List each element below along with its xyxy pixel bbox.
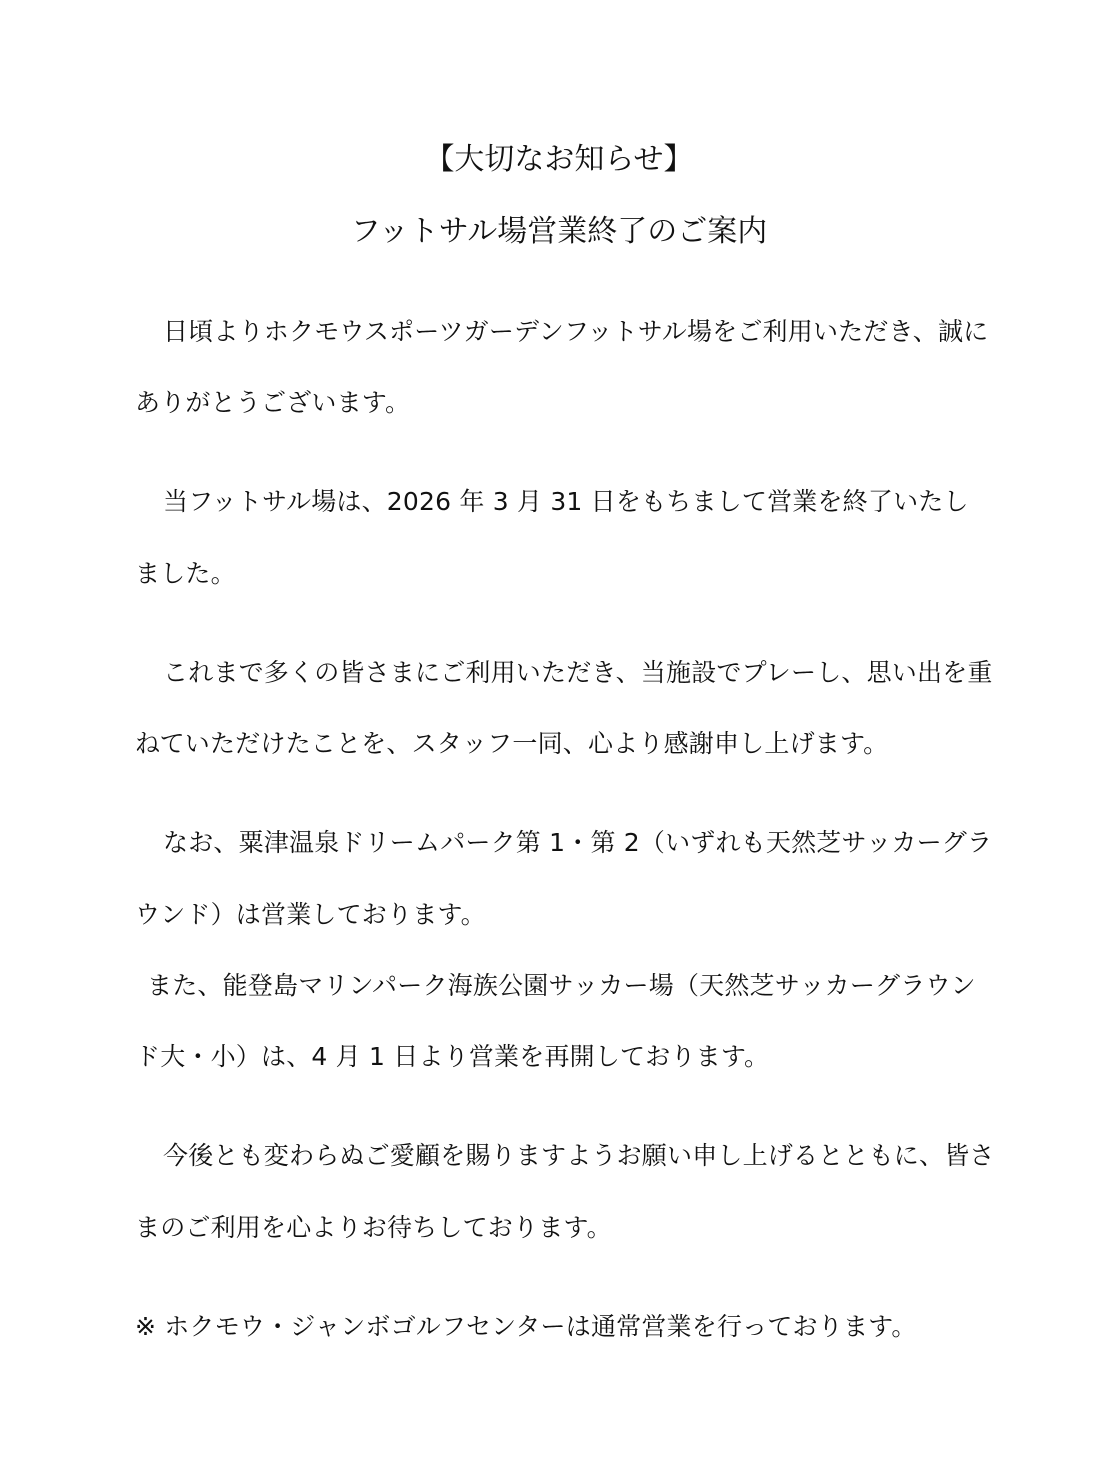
paragraph-3-line-1: これまで多くの皆さまにご利用いただき、当施設でプレーし、思い出を重 (163, 658, 993, 687)
paragraph-2-line-2: ました。 (135, 559, 236, 588)
notice-title: 【大切なお知らせ】 (424, 142, 694, 177)
golf-center-note: ※ ホクモウ・ジャンボゴルフセンターは通常営業を行っております。 (135, 1312, 917, 1341)
paragraph-6-line-1: 今後とも変わらぬご愛顧を賜りますようお願い申し上げるとともに、皆さ (163, 1141, 995, 1170)
paragraph-1-line-1: 日頃よりホクモウスポーツガーデンフットサル場をご利用いただき、誠に (163, 317, 989, 346)
paragraph-2-line-1: 当フットサル場は、2026 年 3 月 31 日をもちまして営業を終了いたし (163, 487, 969, 516)
paragraph-3-line-2: ねていただけたことを、スタッフ一同、心より感謝申し上げます。 (135, 729, 889, 758)
notice-subtitle: フットサル場営業終了のご案内 (350, 214, 768, 249)
paragraph-5-line-1: また、能登島マリンパーク海族公園サッカー場（天然芝サッカーグラウン (147, 971, 976, 1000)
paragraph-4-line-2: ウンド）は営業しております。 (135, 900, 486, 929)
paragraph-4-line-1: なお、粟津温泉ドリームパーク第 1・第 2（いずれも天然芝サッカーグラ (163, 828, 993, 857)
paragraph-1-line-2: ありがとうございます。 (135, 388, 411, 417)
paragraph-5-line-2: ド大・小）は、4 月 1 日より営業を再開しております。 (135, 1042, 770, 1071)
paragraph-6-line-2: まのご利用を心よりお待ちしております。 (135, 1213, 612, 1242)
